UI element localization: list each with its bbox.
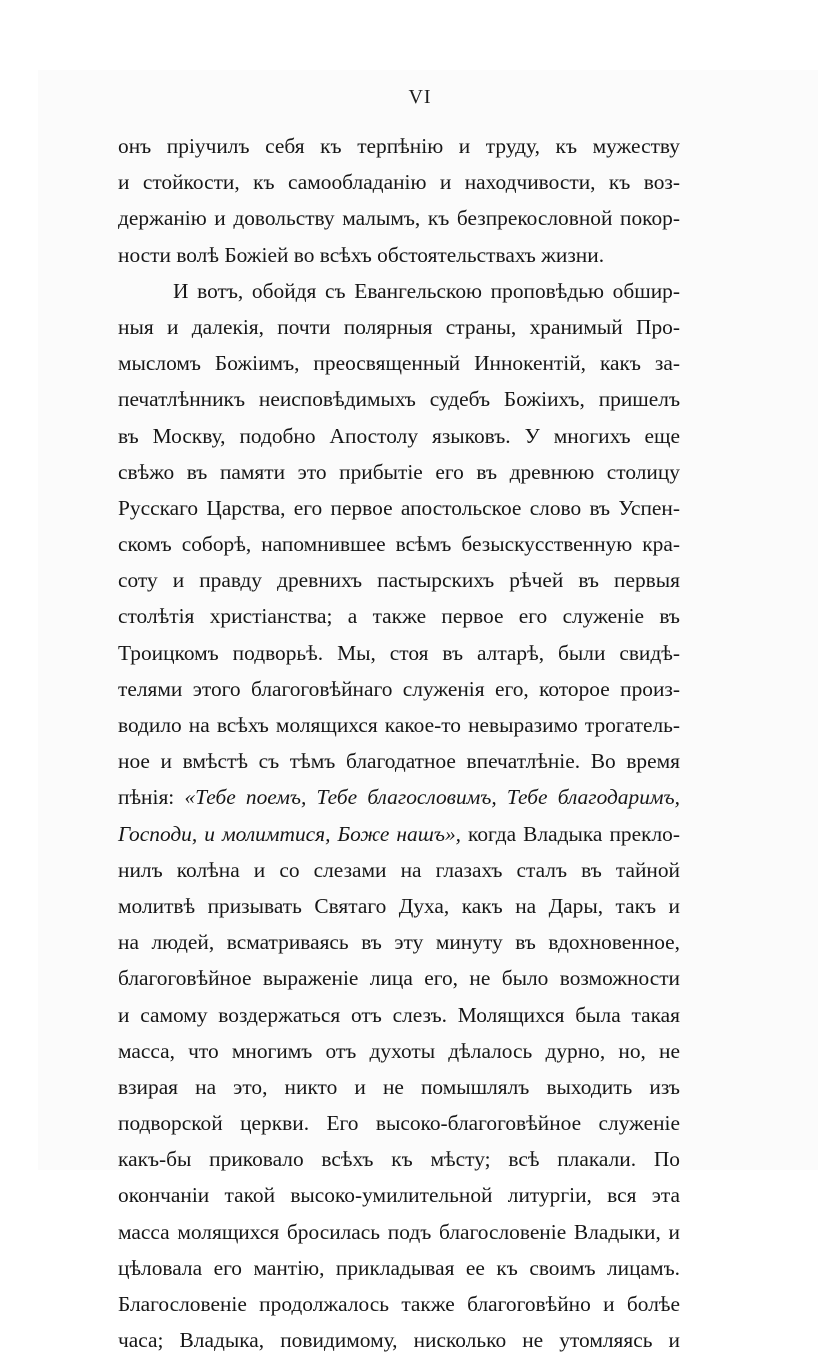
italic-quote: «Тебе поемъ, Тебе благословимъ, Тебе благодаримъ, (184, 785, 680, 810)
text-segment: мысломъ Божіимъ, преосвященный Иннокентій, какъ за- (118, 351, 680, 376)
text-line (118, 381, 680, 417)
text-line (118, 816, 680, 852)
text-line (118, 779, 680, 815)
text-segment: когда Владыка прекло- (461, 821, 680, 846)
text-segment: столѣтія христіанства; а также первое его служеніе въ (118, 604, 680, 629)
text-line (118, 1250, 680, 1286)
text-segment: Русскаго Царства, его первое апостольское слово въ Успен- (118, 495, 680, 520)
text-line (118, 924, 680, 960)
text-line (118, 454, 680, 490)
text-line (118, 128, 680, 164)
text-line (118, 960, 680, 996)
text-segment: нилъ колѣна и со слезами на глазахъ сталъ въ тайной (118, 857, 680, 882)
text-line (118, 598, 680, 634)
text-segment: молитвѣ призывать Святаго Духа, какъ на Дары, такъ и (118, 893, 680, 918)
text-line (118, 635, 680, 671)
italic-quote: Господи, и молимтися, Боже нашъ», (118, 821, 461, 846)
text-line (118, 997, 680, 1033)
text-segment: масса молящихся бросилась подъ благословеніе Владыки, и (118, 1219, 680, 1244)
text-line (118, 237, 680, 273)
text-segment: водило на всѣхъ молящихся какое-то невыразимо трогатель- (118, 713, 680, 737)
text-line (118, 707, 680, 743)
text-segment: свѣжо въ памяти это прибытіе его въ древнюю столицу (118, 459, 680, 484)
text-segment: масса, что многимъ отъ духоты дѣлалось дурно, но, не (118, 1038, 680, 1063)
text-line (118, 309, 680, 345)
body-text (118, 128, 680, 1358)
text-segment: окончаніи такой высоко-умилительной литургіи, вся эта (118, 1183, 680, 1208)
text-segment: держанію и довольству малымъ, къ безпрекословной покор- (118, 206, 680, 231)
text-segment: подворской церкви. Его высоко-благоговѣйное служеніе (118, 1111, 680, 1136)
text-segment: взирая на это, никто и не помышлялъ выходить изъ (118, 1074, 680, 1099)
text-line (118, 345, 680, 381)
text-line (118, 1286, 680, 1322)
text-segment: ное и вмѣстѣ съ тѣмъ благодатное впечатлѣніе. Во время (118, 749, 680, 774)
text-segment: Благословеніе продолжалось также благоговѣйно и болѣе (118, 1292, 680, 1316)
text-line (118, 671, 680, 707)
text-segment: ныя и далекія, почти полярныя страны, хранимый Про- (118, 314, 680, 339)
text-line (118, 1141, 680, 1177)
text-segment: скомъ соборѣ, напомнившее всѣмъ безыскусственную кра- (118, 532, 680, 557)
text-line (118, 1214, 680, 1250)
text-segment: печатлѣнникъ неисповѣдимыхъ судебъ Божіихъ, пришелъ (118, 387, 680, 412)
text-segment: на людей, всматриваясь въ эту минуту въ вдохновенное, (118, 930, 680, 955)
text-line (118, 562, 680, 598)
text-line (118, 1033, 680, 1069)
text-line (118, 1322, 680, 1358)
text-line (118, 1105, 680, 1141)
text-line (118, 1177, 680, 1213)
text-line (118, 418, 680, 454)
text-line (118, 526, 680, 562)
text-segment: какъ-бы приковало всѣхъ къ мѣсту; всѣ плакали. По (118, 1147, 680, 1172)
text-segment: ности волѣ Божіей во всѣхъ обстоятельствахъ жизни. (118, 242, 605, 267)
text-segment: онъ пріучилъ себя къ терпѣнію и труду, къ мужеству (118, 134, 680, 158)
text-line (118, 273, 680, 309)
text-segment: въ Москву, подобно Апостолу языковъ. У многихъ еще (118, 423, 680, 448)
text-line (118, 490, 680, 526)
text-line (118, 743, 680, 779)
text-segment: телями этого благоговѣйнаго служенія его, которое произ- (118, 676, 680, 701)
text-segment: часа; Владыка, повидимому, нисколько не утомляясь и (118, 1328, 680, 1353)
text-segment: пѣнія: (118, 785, 185, 810)
text-line (118, 852, 680, 888)
text-segment: благоговѣйное выраженіе лица его, не было возможности (118, 966, 680, 991)
text-line (118, 200, 680, 236)
text-line (118, 1069, 680, 1105)
text-segment: И вотъ, обойдя съ Евангельскою проповѣдью обшир- (173, 278, 680, 303)
text-line (118, 888, 680, 924)
text-segment: цѣловала его мантію, прикладывая ее къ своимъ лицамъ. (118, 1255, 680, 1280)
text-segment: Троицкомъ подворьѣ. Мы, стоя въ алтарѣ, были свидѣ- (118, 640, 680, 665)
text-line (118, 164, 680, 200)
page-number: VI (408, 86, 432, 108)
text-segment: и самому воздержаться отъ слезъ. Молящихся была такая (118, 1002, 680, 1027)
text-segment: соту и правду древнихъ пастырскихъ рѣчей въ первыя (118, 568, 680, 593)
text-segment: и стойкости, къ самообладанію и находчивости, къ воз- (118, 170, 680, 195)
